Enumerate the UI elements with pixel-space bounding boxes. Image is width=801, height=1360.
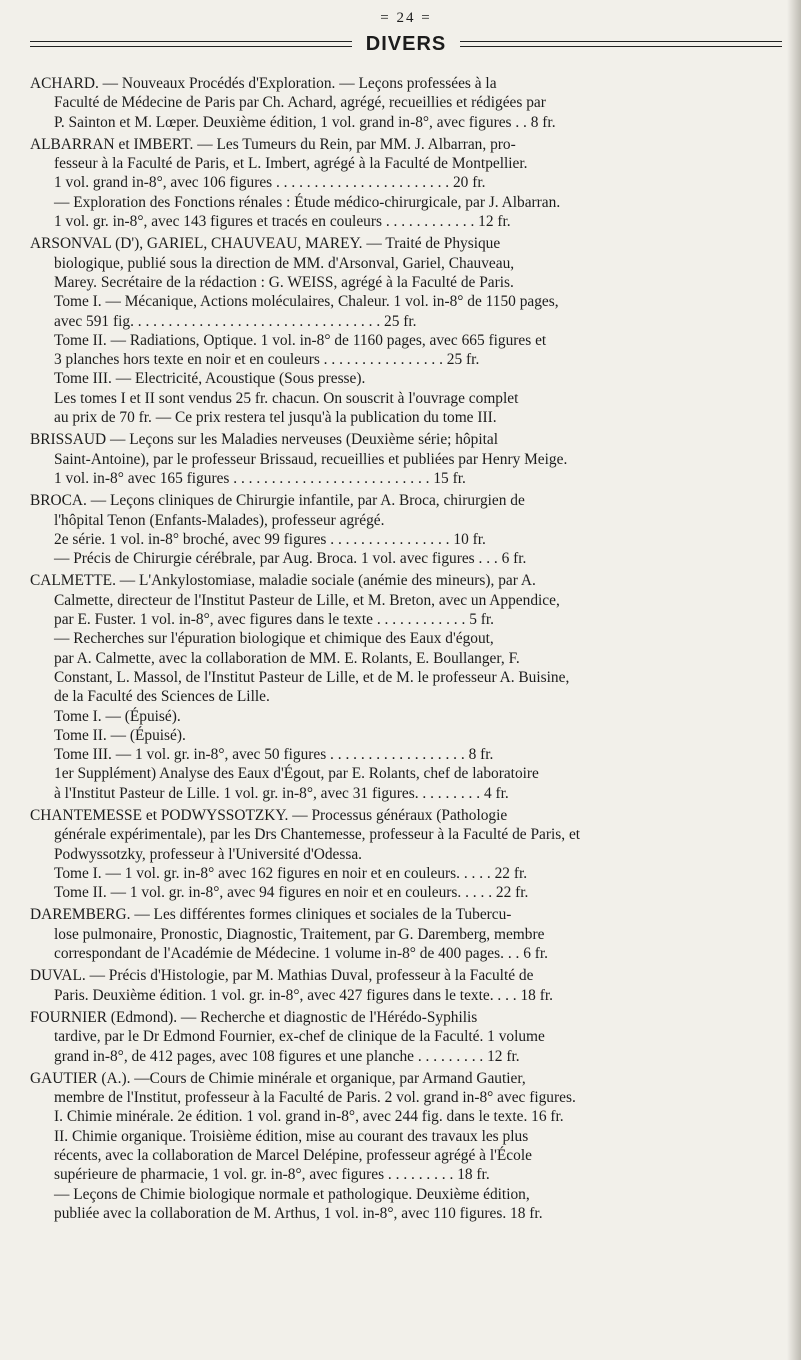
entry-line: CHANTEMESSE et PODWYSSOTZKY. — Processus généraux (Pathologie: [30, 806, 508, 824]
entry-line: avec 591 fig. . . . . . . . . . . . . . . . . . . . . . . . . . . . . . . . . 25 fr.: [54, 312, 417, 330]
entry-line: à l'Institut Pasteur de Lille. 1 vol. gr. in-8°, avec 31 figures. . . . . . . . . 4 fr.: [54, 784, 509, 802]
page: [30, 0, 782, 1226]
entry-line: générale expérimentale), par les Drs Chantemesse, professeur à la Faculté de Paris, et: [54, 826, 581, 844]
entry-line: Tome I. — 1 vol. gr. in-8° avec 162 figures en noir et en couleurs. . . . . 22 fr.: [54, 864, 528, 882]
entry-line: Tome II. — (Épuisé).: [54, 726, 186, 744]
entry-line: BRISSAUD — Leçons sur les Maladies nerveuses (Deuxième série; hôpital: [30, 431, 499, 449]
catalog-entry: [30, 234, 782, 427]
entry-line: 1 vol. in-8° avec 165 figures . . . . . . . . . . . . . . . . . . . . . . . . . . 15 fr.: [54, 469, 466, 487]
entry-line: Tome II. — Radiations, Optique. 1 vol. in-8° de 1160 pages, avec 665 figures et: [54, 331, 547, 349]
catalog-entry: [30, 1069, 782, 1223]
entry-line: I. Chimie minérale. 2e édition. 1 vol. grand in-8°, avec 244 fig. dans le texte. 16 fr.: [54, 1108, 564, 1126]
entry-line: membre de l'Institut, professeur à la Faculté de Paris. 2 vol. grand in-8° avec figures.: [54, 1089, 576, 1107]
entry-line: — Recherches sur l'épuration biologique et chimique des Eaux d'égout,: [54, 630, 494, 648]
entry-line: DAREMBERG. — Les différentes formes cliniques et sociales de la Tubercu-: [30, 906, 512, 924]
entry-line: de la Faculté des Sciences de Lille.: [54, 688, 270, 706]
entry-line: Tome III. — 1 vol. gr. in-8°, avec 50 figures . . . . . . . . . . . . . . . . . . 8 fr.: [54, 746, 494, 764]
catalog-entry: [30, 571, 782, 803]
entry-line: Calmette, directeur de l'Institut Pasteur de Lille, et M. Breton, avec un Appendice,: [54, 591, 560, 609]
entry-line: — Exploration des Fonctions rénales : Étude médico-chirurgicale, par J. Albarran.: [54, 193, 561, 211]
entry-line: biologique, publié sous la direction de MM. d'Arsonval, Gariel, Chauveau,: [54, 254, 515, 272]
catalog-entry: [30, 966, 782, 1005]
entry-line: 1er Supplément) Analyse des Eaux d'Égout, par E. Rolants, chef de laboratoire: [54, 765, 539, 783]
page-number: = 24 =: [380, 10, 432, 26]
entry-line: DUVAL. — Précis d'Histologie, par M. Mathias Duval, professeur à la Faculté de: [30, 967, 534, 985]
entry-line: Tome III. — Electricité, Acoustique (Sous presse).: [54, 370, 366, 388]
entry-line: Les tomes I et II sont vendus 25 fr. chacun. On souscrit à l'ouvrage complet: [54, 389, 519, 407]
entry-line: publiée avec la collaboration de M. Arthus, 1 vol. in-8°, avec 110 figures. 18 fr.: [54, 1204, 543, 1222]
catalog-entry: [30, 74, 782, 132]
catalog-entry: [30, 430, 782, 488]
catalog-entry: [30, 905, 782, 963]
entry-line: ACHARD. — Nouveaux Procédés d'Exploration. — Leçons professées à la: [30, 75, 497, 92]
section-header: [30, 32, 782, 56]
entry-line: GAUTIER (A.). —Cours de Chimie minérale et organique, par Armand Gautier,: [30, 1069, 526, 1087]
entry-line: tardive, par le Dr Edmond Fournier, ex-chef de clinique de la Faculté. 1 volume: [54, 1028, 545, 1046]
entry-line: CALMETTE. — L'Ankylostomiase, maladie sociale (anémie des mineurs), par A.: [30, 572, 536, 590]
entry-line: par A. Calmette, avec la collaboration de MM. E. Rolants, E. Boullanger, F.: [54, 649, 520, 667]
entry-line: Marey. Secrétaire de la rédaction : G. WEISS, agrégé à la Faculté de Paris.: [54, 273, 514, 291]
entry-line: Tome II. — 1 vol. gr. in-8°, avec 94 figures en noir et en couleurs. . . . . 22 fr.: [54, 884, 529, 902]
entry-line: Paris. Deuxième édition. 1 vol. gr. in-8°, avec 427 figures dans le texte. . . . 18 fr.: [54, 986, 553, 1004]
entry-line: 2e série. 1 vol. in-8° broché, avec 99 figures . . . . . . . . . . . . . . . . 10 fr.: [54, 530, 486, 548]
header-rule-left: [30, 41, 352, 47]
entry-line: Tome I. — Mécanique, Actions moléculaires, Chaleur. 1 vol. in-8° de 1150 pages,: [54, 293, 559, 311]
catalog-entry: [30, 1008, 782, 1066]
entry-line: correspondant de l'Académie de Médecine. 1 volume in-8° de 400 pages. . . 6 fr.: [54, 945, 549, 963]
entry-line: 1 vol. grand in-8°, avec 106 figures . . . . . . . . . . . . . . . . . . . . . . . 20 fr.: [54, 174, 486, 192]
page-edge: [787, 0, 801, 1360]
catalog-entry: [30, 135, 782, 231]
entry-line: grand in-8°, de 412 pages, avec 108 figures et une planche . . . . . . . . . 12 fr.: [54, 1047, 520, 1065]
entry-line: récents, avec la collaboration de Marcel Delépine, professeur agrégé à l'École: [54, 1147, 532, 1165]
entry-line: II. Chimie organique. Troisième édition, mise au courant des travaux les plus: [54, 1127, 529, 1145]
entry-line: Constant, L. Massol, de l'Institut Pasteur de Lille, et de M. le professeur A. Buisine,: [54, 668, 570, 686]
section-title: DIVERS: [365, 32, 447, 55]
entry-line: P. Sainton et M. Lœper. Deuxième édition, 1 vol. grand in-8°, avec figures . . 8 fr.: [54, 113, 556, 131]
entry-line: fesseur à la Faculté de Paris, et L. Imbert, agrégé à la Faculté de Montpellier.: [54, 155, 528, 173]
entry-line: Tome I. — (Épuisé).: [54, 707, 181, 725]
entry-line: Podwyssotzky, professeur à l'Université d'Odessa.: [54, 845, 363, 863]
entry-line: supérieure de pharmacie, 1 vol. gr. in-8°, avec figures . . . . . . . . . 18 fr.: [54, 1166, 490, 1184]
catalog-entry: [30, 491, 782, 568]
entry-line: — Précis de Chirurgie cérébrale, par Aug. Broca. 1 vol. avec figures . . . 6 fr.: [54, 550, 527, 568]
catalog-entry: [30, 806, 782, 902]
entry-line: Faculté de Médecine de Paris par Ch. Achard, agrégé, recueillies et rédigées par: [54, 94, 546, 112]
entry-line: ARSONVAL (D'), GARIEL, CHAUVEAU, MAREY. — Traité de Physique: [30, 235, 501, 253]
entry-line: 3 planches hors texte en noir et en couleurs . . . . . . . . . . . . . . . . 25 fr.: [54, 351, 480, 369]
entry-line: 1 vol. gr. in-8°, avec 143 figures et tracés en couleurs . . . . . . . . . . . . 12 fr.: [54, 213, 511, 231]
entry-line: FOURNIER (Edmond). — Recherche et diagnostic de l'Hérédo-Syphilis: [30, 1008, 478, 1026]
entry-line: lose pulmonaire, Pronostic, Diagnostic, Traitement, par G. Daremberg, membre: [54, 925, 545, 943]
entry-line: BROCA. — Leçons cliniques de Chirurgie infantile, par A. Broca, chirurgien de: [30, 492, 525, 510]
entry-line: — Leçons de Chimie biologique normale et pathologique. Deuxième édition,: [54, 1185, 530, 1203]
entry-line: au prix de 70 fr. — Ce prix restera tel jusqu'à la publication du tome III.: [54, 409, 497, 427]
entry-line: l'hôpital Tenon (Enfants-Malades), professeur agrégé.: [54, 511, 385, 529]
catalog-entries: [30, 74, 782, 1223]
entry-line: par E. Fuster. 1 vol. in-8°, avec figures dans le texte . . . . . . . . . . . . 5 fr.: [54, 611, 494, 629]
entry-line: ALBARRAN et IMBERT. — Les Tumeurs du Rein, par MM. J. Albarran, pro-: [30, 135, 516, 153]
header-rule-right: [460, 41, 782, 47]
entry-line: Saint-Antoine), par le professeur Brissaud, recueillies et publiées par Henry Meige.: [54, 450, 568, 468]
